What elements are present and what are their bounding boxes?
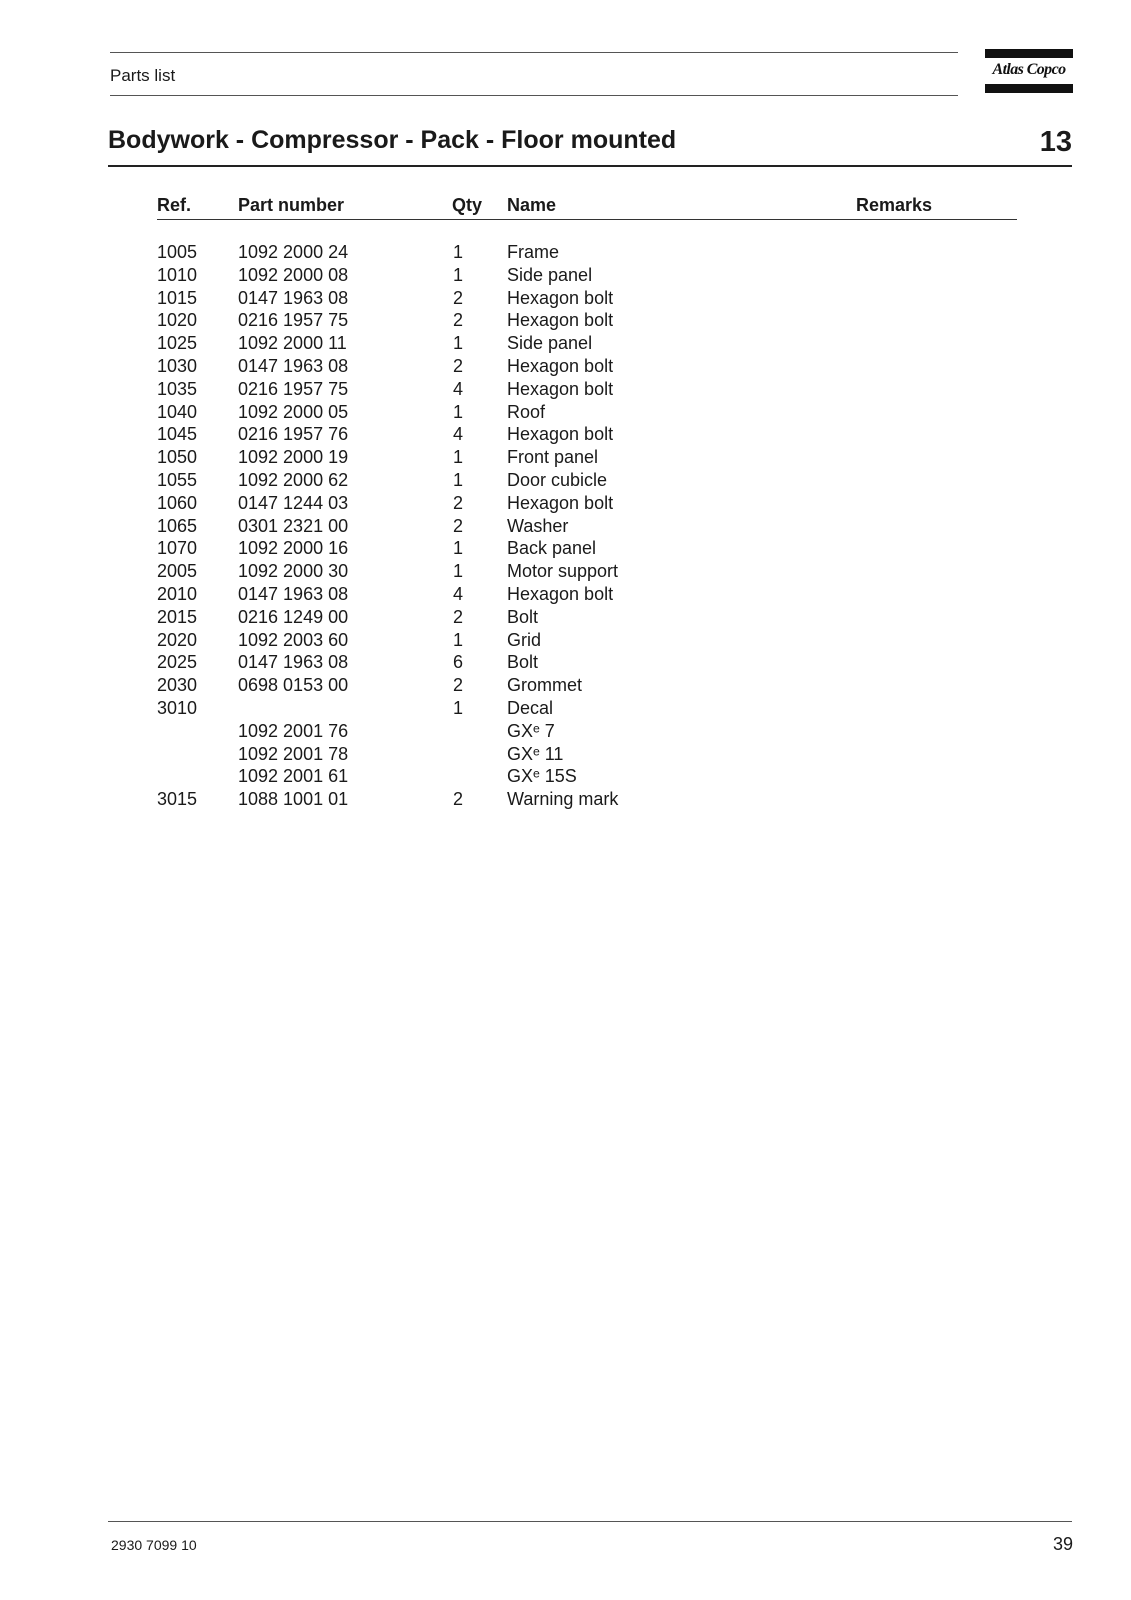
part-number-cell: 1092 2000 19 bbox=[238, 447, 349, 468]
part-ref-cell: 1010 bbox=[157, 264, 198, 285]
table-row bbox=[0, 332, 1131, 355]
part-number-cell: 1092 2000 08 bbox=[238, 264, 349, 285]
part-ref-cell: 2015 bbox=[157, 606, 198, 627]
table-row bbox=[0, 401, 1131, 424]
part-number-cell: 1092 2001 78 bbox=[238, 743, 349, 764]
part-ref-cell: 1015 bbox=[157, 287, 198, 308]
part-qty-cell: 1 bbox=[453, 333, 464, 354]
column-header-part-number: Part number bbox=[238, 195, 345, 215]
header-title: Parts list bbox=[110, 66, 176, 85]
part-name-cell: Washer bbox=[507, 515, 569, 536]
part-ref-cell: 1065 bbox=[157, 515, 198, 536]
part-qty-cell: 1 bbox=[453, 242, 464, 262]
atlas-copco-logo bbox=[985, 49, 1073, 94]
table-row bbox=[0, 560, 1131, 583]
table-row bbox=[0, 469, 1131, 492]
table-row bbox=[0, 788, 1131, 811]
column-header-remarks: Remarks bbox=[856, 195, 933, 215]
table-row bbox=[0, 606, 1131, 629]
column-header-qty: Qty bbox=[452, 195, 483, 215]
part-name-cell: Roof bbox=[507, 401, 546, 422]
part-ref-cell: 1020 bbox=[157, 310, 198, 331]
part-name-cell: Hexagon bolt bbox=[507, 355, 614, 376]
table-row bbox=[0, 446, 1131, 469]
table-row bbox=[0, 629, 1131, 652]
part-name-cell: Side panel bbox=[507, 264, 593, 285]
page-number: 39 bbox=[1052, 1534, 1073, 1554]
part-number-cell: 1092 2000 16 bbox=[238, 538, 349, 559]
part-qty-cell: 2 bbox=[453, 606, 464, 627]
parts-table-body bbox=[0, 241, 1131, 811]
part-number-cell: 0147 1963 08 bbox=[238, 355, 349, 376]
part-name-cell: Grommet bbox=[507, 675, 583, 696]
part-name-cell: Bolt bbox=[507, 652, 539, 673]
part-ref-cell: 3010 bbox=[157, 697, 198, 718]
part-ref-cell: 1040 bbox=[157, 401, 198, 422]
part-ref-cell: 1035 bbox=[157, 378, 198, 399]
column-header-ref: Ref. bbox=[157, 195, 192, 215]
part-number-cell: 0301 2321 00 bbox=[238, 515, 349, 536]
table-header-rule bbox=[157, 219, 1017, 220]
logo-wordmark: Atlas Copco bbox=[992, 61, 1066, 78]
part-name-cell: GXᵉ 11 bbox=[507, 743, 564, 764]
table-row bbox=[0, 423, 1131, 446]
part-ref-cell: 1025 bbox=[157, 333, 198, 354]
part-qty-cell: 1 bbox=[453, 561, 464, 582]
part-name-cell: Back panel bbox=[507, 538, 597, 559]
part-qty-cell: 4 bbox=[453, 583, 464, 604]
part-ref-cell: 1030 bbox=[157, 355, 198, 376]
header-top-rule bbox=[110, 52, 958, 53]
part-ref-cell: 1005 bbox=[157, 242, 198, 262]
part-number-cell: 1092 2003 60 bbox=[238, 629, 349, 650]
part-number-cell: 1092 2000 30 bbox=[238, 561, 349, 582]
part-number-cell: 0216 1249 00 bbox=[238, 606, 349, 627]
part-qty-cell: 1 bbox=[453, 401, 464, 422]
part-qty-cell: 2 bbox=[453, 789, 464, 810]
part-qty-cell: 2 bbox=[453, 515, 464, 536]
part-qty-cell: 2 bbox=[453, 287, 464, 308]
part-name-cell: Side panel bbox=[507, 333, 593, 354]
part-name-cell: Grid bbox=[507, 629, 542, 650]
table-row bbox=[0, 378, 1131, 401]
part-number-cell: 0216 1957 75 bbox=[238, 310, 349, 331]
part-ref-cell: 1055 bbox=[157, 469, 198, 490]
part-ref-cell: 3015 bbox=[157, 789, 198, 810]
logo-bottom-bar bbox=[985, 84, 1073, 93]
part-ref-cell: 2010 bbox=[157, 583, 198, 604]
table-row bbox=[0, 720, 1131, 743]
footer-rule bbox=[108, 1521, 1072, 1522]
part-number-cell: 1092 2000 05 bbox=[238, 401, 349, 422]
table-row bbox=[0, 355, 1131, 378]
table-row bbox=[0, 515, 1131, 538]
part-qty-cell: 1 bbox=[453, 629, 464, 650]
part-name-cell: Hexagon bolt bbox=[507, 583, 614, 604]
part-name-cell: Frame bbox=[507, 242, 560, 262]
part-ref-cell: 1050 bbox=[157, 447, 198, 468]
document-number: 2930 7099 10 bbox=[111, 1537, 197, 1553]
part-number-cell: 0147 1963 08 bbox=[238, 652, 349, 673]
part-qty-cell: 4 bbox=[453, 424, 464, 445]
part-name-cell: Door cubicle bbox=[507, 469, 608, 490]
part-number-cell: 0147 1963 08 bbox=[238, 583, 349, 604]
part-ref-cell: 2030 bbox=[157, 675, 198, 696]
table-row bbox=[0, 743, 1131, 766]
part-number-cell: 1092 2001 61 bbox=[238, 766, 349, 787]
part-qty-cell: 2 bbox=[453, 492, 464, 513]
part-name-cell: Decal bbox=[507, 697, 554, 718]
table-row bbox=[0, 287, 1131, 310]
table-row bbox=[0, 765, 1131, 788]
table-row bbox=[0, 492, 1131, 515]
section-title: Bodywork - Compressor - Pack - Floor mounted bbox=[108, 126, 677, 154]
part-qty-cell: 1 bbox=[453, 447, 464, 468]
part-qty-cell: 1 bbox=[453, 469, 464, 490]
table-row bbox=[0, 583, 1131, 606]
table-row bbox=[0, 651, 1131, 674]
part-qty-cell: 1 bbox=[453, 538, 464, 559]
part-name-cell: Hexagon bolt bbox=[507, 424, 614, 445]
part-name-cell: Front panel bbox=[507, 447, 599, 468]
part-number-cell: 0698 0153 00 bbox=[238, 675, 349, 696]
part-ref-cell: 2005 bbox=[157, 561, 198, 582]
part-qty-cell: 2 bbox=[453, 675, 464, 696]
part-qty-cell: 4 bbox=[453, 378, 464, 399]
table-row bbox=[0, 697, 1131, 720]
table-row bbox=[0, 264, 1131, 287]
part-number-cell: 1092 2000 24 bbox=[238, 242, 349, 262]
part-number-cell: 0216 1957 75 bbox=[238, 378, 349, 399]
part-name-cell: Warning mark bbox=[507, 789, 619, 810]
part-number-cell: 1092 2001 76 bbox=[238, 720, 349, 741]
title-rule bbox=[108, 165, 1072, 167]
part-qty-cell: 2 bbox=[453, 310, 464, 331]
table-row bbox=[0, 241, 1131, 264]
part-name-cell: Hexagon bolt bbox=[507, 287, 614, 308]
part-number-cell: 1088 1001 01 bbox=[238, 789, 349, 810]
part-number-cell: 0147 1963 08 bbox=[238, 287, 349, 308]
part-number-cell: 0216 1957 76 bbox=[238, 424, 349, 445]
part-name-cell: Hexagon bolt bbox=[507, 492, 614, 513]
part-ref-cell: 1060 bbox=[157, 492, 198, 513]
part-qty-cell: 6 bbox=[453, 652, 464, 673]
part-name-cell: Bolt bbox=[507, 606, 539, 627]
part-ref-cell: 1045 bbox=[157, 424, 198, 445]
column-header-name: Name bbox=[507, 195, 557, 215]
part-number-cell: 1092 2000 11 bbox=[238, 333, 347, 354]
part-name-cell: GXᵉ 15S bbox=[507, 766, 577, 787]
part-name-cell: Hexagon bolt bbox=[507, 378, 614, 399]
part-ref-cell: 2025 bbox=[157, 652, 198, 673]
part-qty-cell: 2 bbox=[453, 355, 464, 376]
part-ref-cell: 2020 bbox=[157, 629, 198, 650]
table-row bbox=[0, 537, 1131, 560]
table-row bbox=[0, 309, 1131, 332]
header-bottom-rule bbox=[110, 95, 958, 96]
part-name-cell: GXᵉ 7 bbox=[507, 720, 555, 741]
logo-top-bar bbox=[985, 49, 1073, 58]
part-number-cell: 1092 2000 62 bbox=[238, 469, 349, 490]
part-name-cell: Hexagon bolt bbox=[507, 310, 614, 331]
part-ref-cell: 1070 bbox=[157, 538, 198, 559]
table-row bbox=[0, 674, 1131, 697]
part-number-cell: 0147 1244 03 bbox=[238, 492, 349, 513]
part-qty-cell: 1 bbox=[453, 264, 464, 285]
section-number: 13 bbox=[1039, 126, 1072, 158]
part-qty-cell: 1 bbox=[453, 697, 464, 718]
part-name-cell: Motor support bbox=[507, 561, 619, 582]
